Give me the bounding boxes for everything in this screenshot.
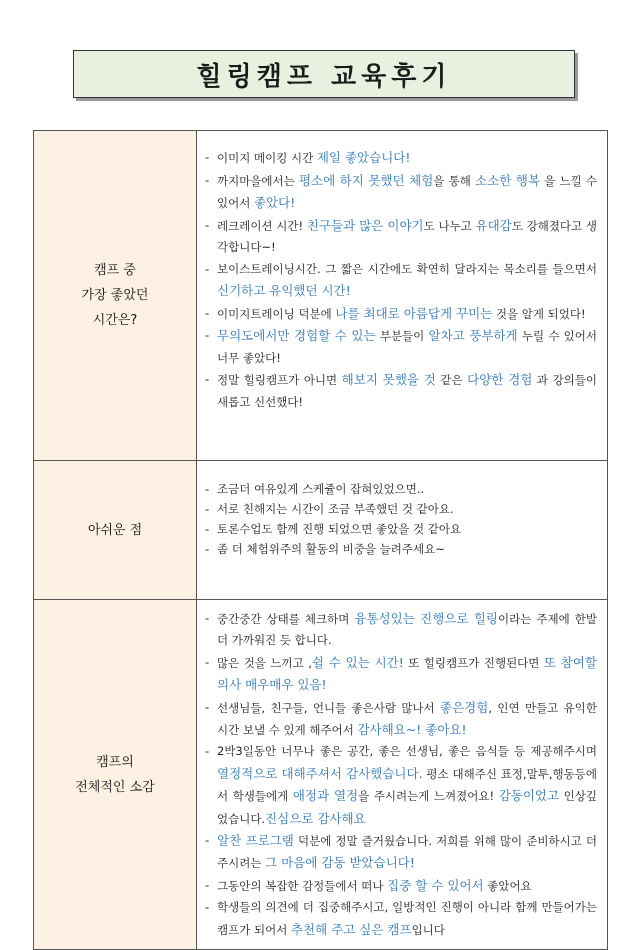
plain-text: 것을 알게 되었다! bbox=[492, 306, 586, 321]
bullet-dash: - bbox=[205, 328, 210, 342]
review-item-text bbox=[217, 259, 597, 303]
plain-text: 이미지 메이킹 시간 bbox=[217, 151, 317, 165]
review-item bbox=[205, 215, 597, 259]
review-item-text bbox=[217, 147, 597, 170]
highlight-text: 감동이었고 bbox=[498, 788, 560, 804]
review-item-text bbox=[217, 652, 597, 697]
bullet-dash: - bbox=[205, 261, 210, 276]
bullet-dash: - bbox=[205, 372, 210, 386]
highlight-text: 좋은경험 bbox=[440, 699, 489, 715]
title-box bbox=[73, 50, 575, 98]
review-item bbox=[205, 697, 597, 742]
bullet-dash: - bbox=[205, 502, 210, 516]
plain-text: 좀 더 체험위주의 활동의 비중을 늘려주세요~ bbox=[217, 542, 445, 556]
highlight-text: 그 마음에 감동 받았습니다! bbox=[265, 855, 415, 871]
plain-text: 을 통해 bbox=[433, 173, 476, 188]
review-row-regrets bbox=[34, 461, 608, 600]
plain-text: , 인연 만들고 유익한 시간 보낼 수 있게 해주어서 bbox=[217, 700, 597, 738]
review-item bbox=[205, 608, 597, 652]
review-item bbox=[205, 519, 597, 539]
plain-text: 도 나누고 bbox=[423, 218, 476, 233]
highlight-text: 열정적으로 대해주셔서 감사했습니다. bbox=[217, 765, 423, 781]
review-item-text bbox=[217, 897, 597, 941]
review-item-text bbox=[217, 608, 597, 652]
plain-text: 그동안의 복잡한 감정들에서 떠나 bbox=[217, 878, 388, 893]
plain-text: 레크레이션 시간! bbox=[217, 218, 307, 233]
bullet-dash: - bbox=[205, 482, 210, 496]
plain-text: 부분들이 bbox=[375, 329, 429, 343]
highlight-text: 감사해요~! 좋아요! bbox=[357, 722, 467, 738]
plain-text: 조금더 여유있게 스케쥴이 잡혀있었으면.. bbox=[217, 482, 425, 496]
review-item bbox=[205, 303, 597, 326]
review-item bbox=[205, 479, 597, 499]
review-item bbox=[205, 259, 597, 303]
row-label-overall bbox=[34, 600, 197, 950]
highlight-text: 친구들과 많은 이야기 bbox=[306, 217, 424, 233]
highlight-text: 쉴 수 있는 시간! bbox=[311, 654, 404, 670]
plain-text: 같은 bbox=[435, 373, 468, 387]
highlight-text: 알차고 풍부하게 bbox=[428, 328, 518, 343]
review-item bbox=[205, 652, 597, 697]
review-item-text bbox=[217, 697, 597, 742]
row-label-line: 전체적인 소감 bbox=[75, 779, 155, 795]
row-label-line: 캠프 중 bbox=[94, 263, 136, 278]
row-content-best-time bbox=[197, 131, 608, 461]
plain-text: 보이스트레이닝시간. 그 짧은 시간에도 확연히 달라지는 목소리를 들으면서 bbox=[217, 261, 597, 276]
plain-text: 이미지트레이닝 덕분에 bbox=[217, 306, 336, 321]
highlight-text: 융통성있는 진행으로 힐링 bbox=[354, 611, 498, 626]
bullet-dash: - bbox=[205, 172, 210, 187]
plain-text: 서로 친해지는 시간이 조금 부족했던 것 같아요. bbox=[217, 502, 454, 516]
bullet-dash: - bbox=[205, 654, 210, 669]
highlight-text: 좋았다! bbox=[253, 195, 296, 210]
review-item-text bbox=[217, 741, 597, 830]
review-item bbox=[205, 170, 597, 215]
review-item-text bbox=[217, 369, 597, 413]
plain-text: 학생들의 의견에 더 집중해주시고, 일방적인 진행이 아니라 함께 만들어가는 캠프가 되어서 bbox=[217, 900, 597, 937]
review-table bbox=[33, 130, 608, 950]
review-item-text bbox=[217, 830, 597, 875]
highlight-text: 신기하고 유익했던 시간! bbox=[217, 283, 351, 298]
plain-text: 많은 것을 느끼고 , bbox=[217, 655, 312, 670]
review-item-text bbox=[217, 215, 597, 259]
row-content-regrets bbox=[197, 461, 608, 600]
plain-text: 토론수업도 함께 진행 되었으면 좋았을 것 같아요 bbox=[217, 522, 462, 536]
bullet-dash: - bbox=[205, 305, 210, 320]
bullet-dash: - bbox=[205, 611, 210, 625]
review-item bbox=[205, 147, 597, 170]
highlight-text: 소소한 행복 bbox=[475, 172, 540, 188]
highlight-text: 진심으로 감사해요 bbox=[265, 810, 366, 826]
plain-text: 덕분에 정말 즐거웠습니다. 저희를 위해 많이 준비하시고 더 주시려는 bbox=[217, 834, 597, 871]
highlight-text: 나를 최대로 아름답게 꾸미는 bbox=[335, 305, 493, 321]
plain-text: 을 주시려는게 느껴졌어요! bbox=[358, 789, 499, 804]
review-row-best-time bbox=[34, 131, 608, 461]
review-row-overall bbox=[34, 600, 608, 950]
page-title: 힐링캠프 교육후기 bbox=[196, 61, 452, 92]
bullet-dash: - bbox=[205, 744, 210, 759]
bullet-dash: - bbox=[205, 833, 210, 848]
highlight-text: 무의도에서만 경험할 수 있는 bbox=[217, 328, 376, 343]
plain-text: 이라는 주제에 한발 더 가까워진 듯 합니다. bbox=[217, 612, 597, 648]
row-content-overall bbox=[197, 600, 608, 950]
plain-text: 좋았어요 bbox=[483, 878, 532, 893]
plain-text: 입니다 bbox=[411, 922, 445, 937]
review-item bbox=[205, 539, 597, 559]
bullet-dash: - bbox=[205, 542, 210, 556]
highlight-text: 알찬 프로그램 bbox=[217, 833, 294, 849]
bullet-dash: - bbox=[205, 699, 210, 714]
review-item-text bbox=[217, 479, 597, 499]
highlight-text: 집중 할 수 있어서 bbox=[387, 877, 484, 893]
highlight-text: 유대감 bbox=[475, 217, 512, 233]
plain-text: 2박3일동안 너무나 좋은 공간, 좋은 선생님, 좋은 음식들 등 제공해주시며 bbox=[217, 744, 597, 759]
row-label-line: 아쉬운 점 bbox=[87, 522, 143, 538]
review-item-text bbox=[217, 539, 597, 559]
highlight-text: 평소에 하지 못했던 체험 bbox=[298, 172, 434, 188]
review-item-text bbox=[217, 303, 597, 326]
highlight-text: 다양한 경험 bbox=[467, 372, 533, 387]
row-label-line: 캠프의 bbox=[96, 754, 134, 770]
highlight-text: 제일 좋았습니다! bbox=[316, 150, 411, 165]
review-item-text bbox=[217, 325, 597, 369]
plain-text: 인상깊었습니다. bbox=[217, 789, 597, 826]
plain-text: 또 힐링캠프가 진행된다면 bbox=[403, 655, 544, 670]
plain-text: 을 느낄 수 있어서 bbox=[217, 173, 598, 210]
bullet-dash: - bbox=[205, 900, 210, 915]
bullet-dash: - bbox=[205, 150, 210, 164]
review-item-text bbox=[217, 499, 597, 519]
review-item-text bbox=[217, 875, 597, 897]
bullet-dash: - bbox=[205, 877, 210, 892]
review-item-text bbox=[217, 170, 597, 215]
plain-text: 정말 힐링캠프가 아니면 bbox=[217, 373, 342, 387]
review-item-text bbox=[217, 519, 597, 539]
plain-text: 누릴 수 있어서 너무 좋았다! bbox=[217, 329, 598, 365]
plain-text: 중간중간 상태를 체크하며 bbox=[217, 612, 355, 626]
row-label-line: 시간은? bbox=[92, 313, 138, 328]
highlight-text: 해보지 못했을 것 bbox=[341, 372, 436, 387]
review-item bbox=[205, 897, 597, 941]
review-item bbox=[205, 325, 597, 369]
plain-text: 도 강해졌다고 생각합니다~! bbox=[217, 218, 597, 254]
plain-text: 선생님들, 친구들, 언니들 좋은사람 많나서 bbox=[217, 700, 441, 715]
plain-text: 까지마을에서는 bbox=[217, 173, 299, 188]
row-label-line: 가장 좋았던 bbox=[81, 288, 149, 303]
bullet-dash: - bbox=[205, 522, 210, 536]
review-item bbox=[205, 875, 597, 897]
plain-text: 과 강의들이 새롭고 신선했다! bbox=[217, 373, 598, 409]
plain-text: 평소 대해주신 표정,말투,행동등에서 학생들에게 bbox=[217, 766, 597, 804]
review-item bbox=[205, 499, 597, 519]
review-item bbox=[205, 369, 597, 413]
bullet-dash: - bbox=[205, 217, 210, 232]
row-label-best-time bbox=[34, 131, 197, 461]
review-item bbox=[205, 830, 597, 875]
row-label-regrets bbox=[34, 461, 197, 600]
highlight-text: 또 참여할 의사 매우매우 있음! bbox=[217, 654, 597, 693]
highlight-text: 추천해 주고 싶은 캠프 bbox=[290, 921, 412, 937]
highlight-text: 애정과 열정 bbox=[292, 788, 359, 804]
review-item bbox=[205, 741, 597, 830]
